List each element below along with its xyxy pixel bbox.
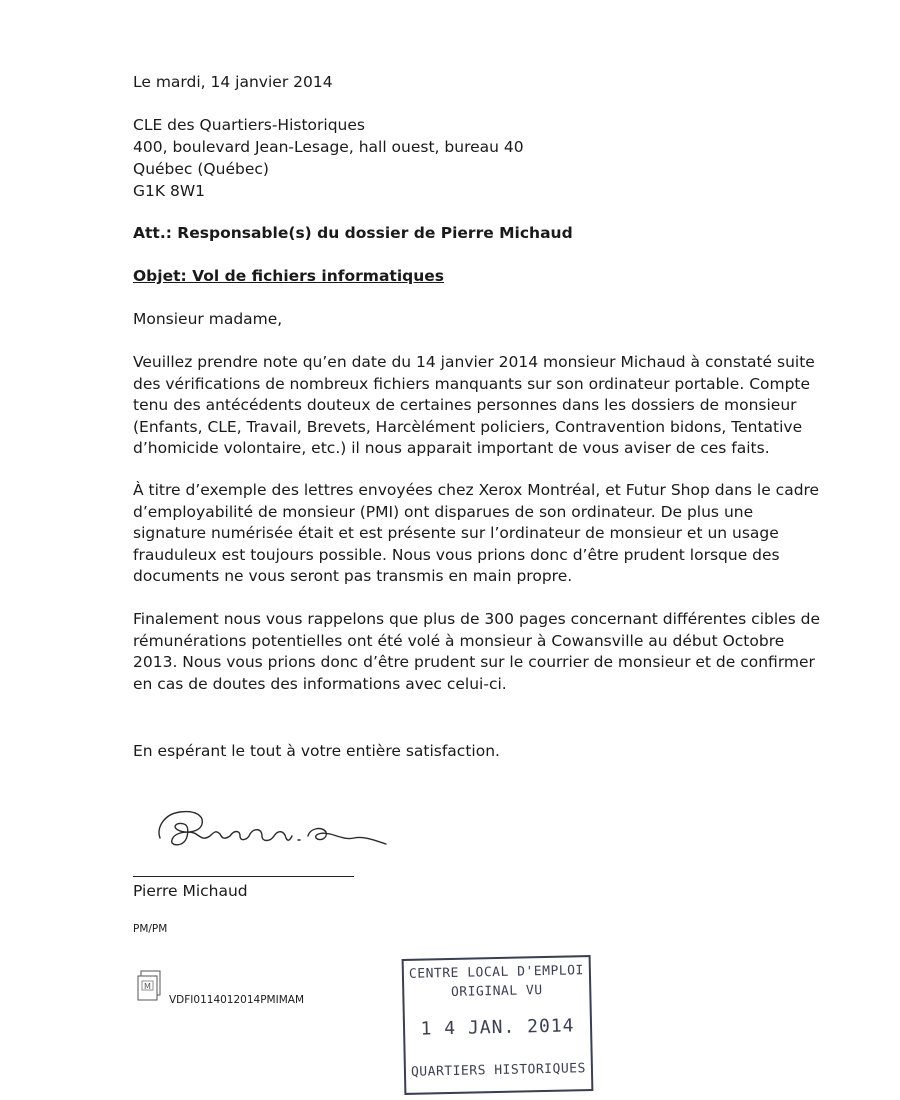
attention-line: Att.: Responsable(s) du dossier de Pierre Michaud	[133, 224, 573, 242]
signature-line	[133, 876, 354, 877]
paragraph-line: en cas de doutes des informations avec celui-ci.	[133, 674, 507, 693]
stamp-title: CENTRE LOCAL D'EMPLOI	[408, 963, 584, 982]
stamp-date: 1 4 JAN. 2014	[420, 1015, 575, 1040]
document-file-icon	[136, 970, 164, 1004]
paragraph-line: Finalement nous vous rappelons que plus de 300 pages concernant différentes cibles de	[133, 610, 821, 628]
paragraph-line: d’employabilité de monsieur (PMI) ont disparues de son ordinateur. De plus une	[133, 502, 754, 521]
paragraph-2	[133, 480, 820, 588]
paragraph-line: (Enfants, CLE, Travail, Brevets, Harcèlément policiers, Contravention bidons, Tentative	[133, 417, 803, 436]
letter-date: Le mardi, 14 janvier 2014	[133, 73, 333, 91]
paragraph-3	[133, 609, 821, 695]
subject-line: Objet: Vol de fichiers informatiques	[133, 267, 444, 285]
file-reference: VDFI0114012014PMIMAM	[169, 994, 304, 1006]
recipient-line-4: G1K 8W1	[133, 182, 206, 200]
paragraph-line: 2013. Nous vous prions donc d’être prudent sur le courrier de monsieur et de confirmer	[133, 653, 815, 671]
salutation: Monsieur madame,	[133, 310, 283, 328]
closing-line: En espérant le tout à votre entière satisfaction.	[133, 742, 500, 760]
paragraph-line: Veuillez prendre note qu’en date du 14 janvier 2014 monsieur Michaud à constaté suite	[133, 353, 815, 371]
paragraph-line: d’homicide volontaire, etc.) il nous apparait important de vous aviser de ces faits.	[133, 439, 770, 457]
recipient-line-2: 400, boulevard Jean-Lesage, hall ouest, bureau 40	[133, 138, 524, 156]
recipient-line-3: Québec (Québec)	[133, 160, 269, 178]
paragraph-line: tenu des antécédents douteux de certaines personnes dans les dossiers de monsieur	[133, 396, 797, 414]
signer-name: Pierre Michaud	[133, 882, 248, 900]
paragraph-line: rémunérations potentielles ont été volé à monsieur à Cowansville au début Octobre	[133, 631, 785, 650]
initials: PM/PM	[133, 923, 168, 935]
stamp-status: ORIGINAL VU	[450, 983, 543, 1000]
paragraph-line: frauduleux est toujours possible. Nous vous prions donc d’être prudent lorsque des	[133, 545, 780, 564]
received-stamp	[402, 955, 594, 1095]
paragraph-1	[133, 352, 815, 460]
recipient-line-1: CLE des Quartiers-Historiques	[133, 116, 365, 134]
file-icon-badge: M	[144, 982, 151, 991]
paragraph-line: des vérifications de nombreux fichiers manquants sur son ordinateur portable. Compte	[133, 374, 811, 393]
paragraph-line: À titre d’exemple des lettres envoyées chez Xerox Montréal, et Futur Shop dans le cadre	[133, 481, 820, 499]
handwritten-signature	[150, 800, 395, 860]
paragraph-line: signature numérisée était et est présente sur l’ordinateur de monsieur et un usage	[133, 524, 779, 542]
stamp-office: QUARTIERS HISTORIQUES	[410, 1061, 587, 1080]
paragraph-line: documents ne vous seront pas transmis en main propre.	[133, 567, 573, 585]
